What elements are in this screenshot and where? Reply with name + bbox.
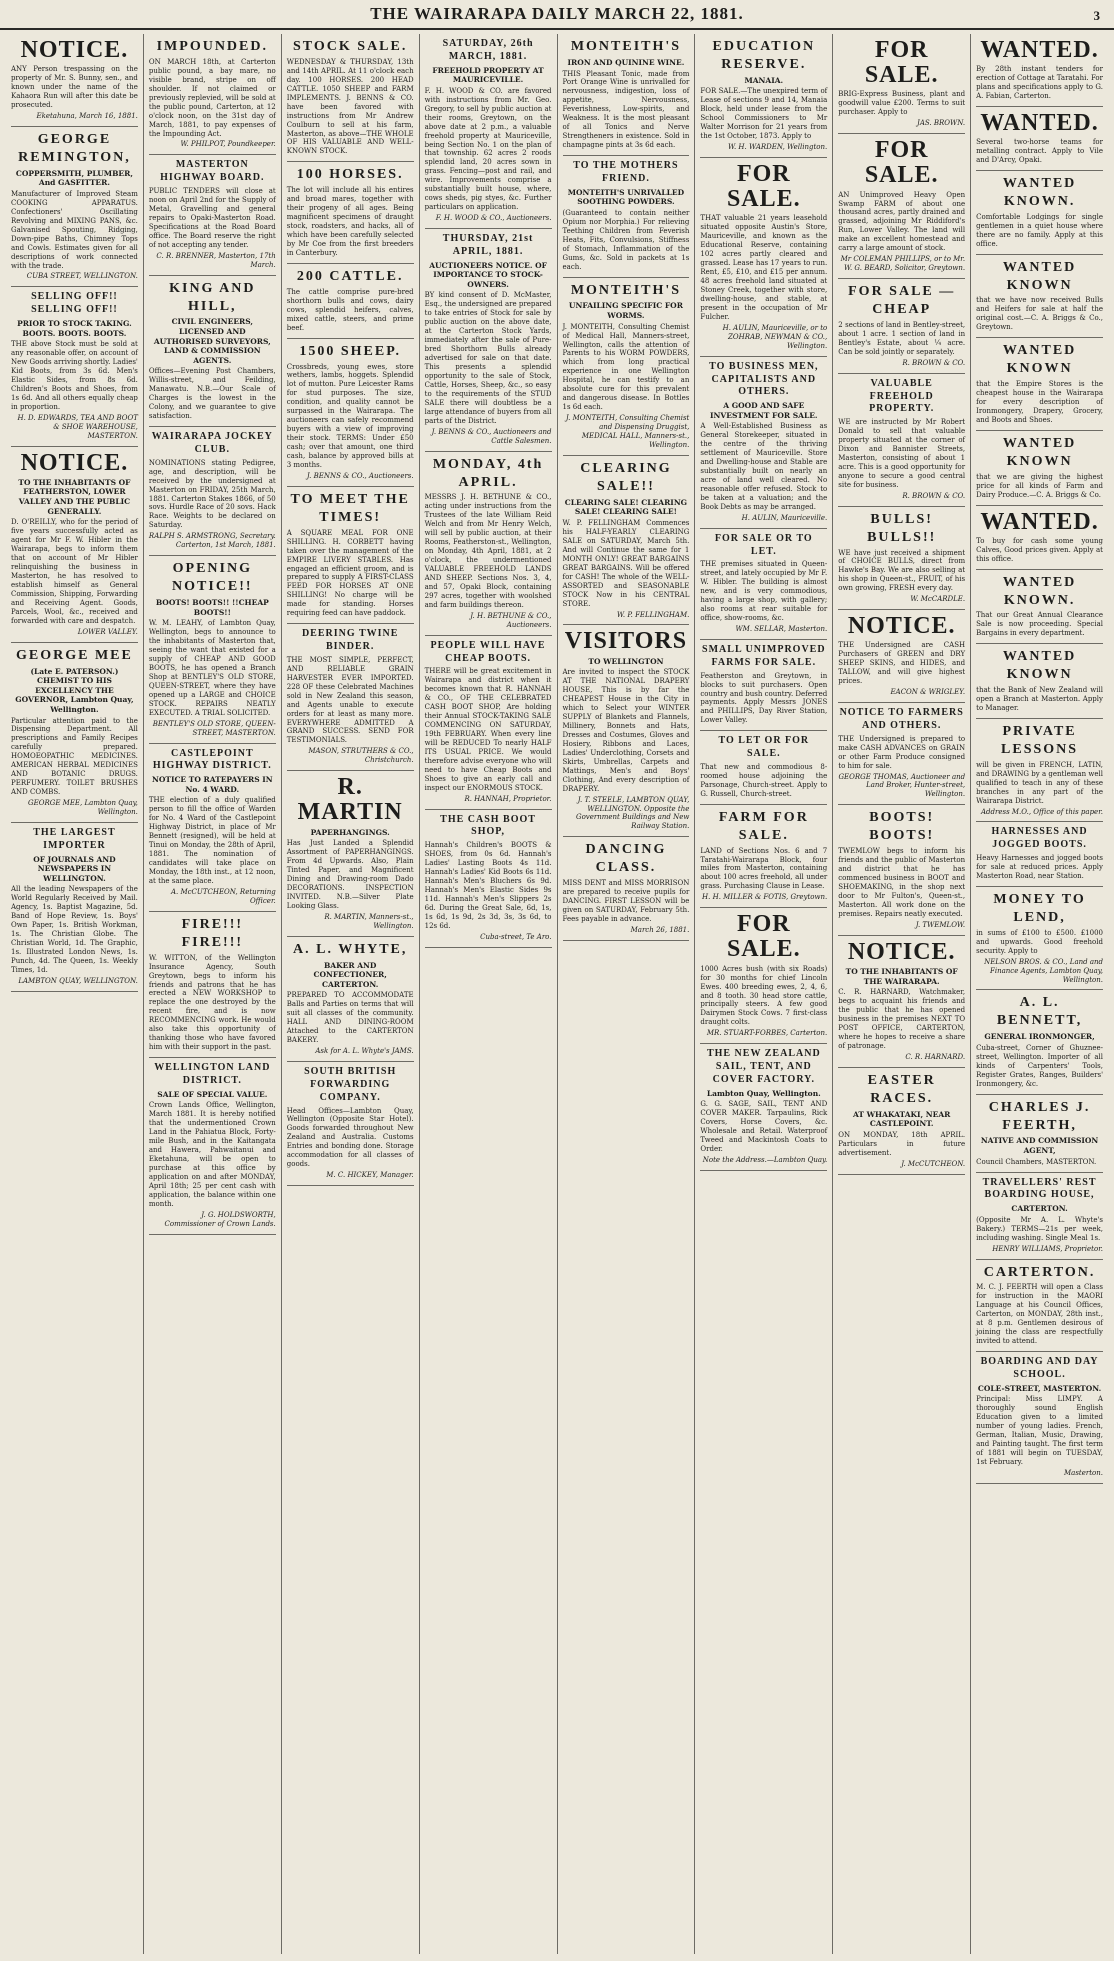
ad-body: THIS Pleasant Tonic, made from Port Orange Wine is unrivalled for nervousness, indigestion, loss of appetite, Nervousness, Feverishness, Low-spirits, and Weakness. It is the most pleasant of all Tonics and Nerve Strengtheners in existence. Sold in champagne pints at 3s 6d each. (562, 69, 690, 150)
ad-heading: FOR SALE OR TO LET. (714, 532, 813, 557)
ad-subheading: OF JOURNALS AND NEWSPAPERS IN WELLINGTON. (33, 854, 116, 883)
advertisement (149, 155, 276, 275)
ad-signature: March 26, 1881. (630, 925, 690, 934)
ad-signature: J. BENNS & CO., Auctioneers. (306, 471, 414, 480)
ad-heading: TRAVELLERS' REST BOARDING HOUSE, (982, 1176, 1097, 1201)
ad-body: 2 sections of land in Bentley-street, about 1 acre. 1 section of land in Bentley's Estate, about ¼ acre. Can be sold jointly or separately. (838, 320, 966, 356)
ad-heading: VALUABLE FREEHOLD PROPERTY. (869, 377, 935, 415)
ad-heading: GEORGE REMINGTON, (18, 131, 131, 165)
ad-heading: PRIVATE LESSONS (1001, 723, 1079, 757)
ad-body: That new and commodious 8-roomed house adjoining the Parsonage, Church-street. Apply to G. Russell, Church-street. (700, 762, 828, 798)
ad-heading: VISITORS (564, 628, 688, 655)
ad-subheading: CLEARING SALE! CLEARING SALE! CLEARING SALE! (564, 497, 688, 517)
ad-body: in sums of £100 to £500. £1000 and upwards. Good freehold security. Apply to (976, 928, 1103, 955)
advertisement (425, 229, 552, 452)
advertisement (287, 487, 414, 624)
ad-signature: MR. STUART-FORBES, Carterton. (706, 1029, 828, 1038)
ad-heading: BULLS! BULLS!! (867, 511, 937, 545)
advertisement (287, 162, 414, 264)
ad-signature: HENRY WILLIAMS, Proprietor. (992, 1244, 1103, 1253)
ad-body: Comfortable Lodgings for single gentlemen in a quiet house where there are no family. Apply at this office. (976, 212, 1103, 248)
advertisement (838, 936, 965, 1068)
ad-body: W. M. LEAHY, of Lambton Quay, Wellington, begs to announce to the inhabitants of Masterton that, seeing the want that existed for a supply of CHEAP AND GOOD BOOTS, he has opened a Branch Shop at BENTLEY'S OLD STORE, QUEEN-STREET, where they have opened up a LARGE and CHOICE STOCK. REPAIRS NEATLY EXECUTED. A TRIAL SOLICITED. (148, 619, 276, 717)
advertisement (700, 529, 827, 640)
advertisement (976, 1352, 1103, 1484)
ad-body: LAND of Sections Nos. 6 and 7 Taratahi-Wairarapa Block, four miles from Masterton, containing about 100 acres freehold, all under grass. Purchasing Clause in Lease. (700, 846, 828, 891)
ad-signature: R. BROWN & CO. (902, 491, 966, 500)
ad-heading: WELLINGTON LAND DISTRICT. (154, 1062, 271, 1086)
ad-heading: EASTER RACES. (867, 1072, 936, 1106)
ad-body: WEDNESDAY & THURSDAY, 13th and 14th APRIL. At 11 o'clock each day. 100 HORSES. 200 HEAD CATTLE. 1050 SHEEP and FARM IMPLEMENTS. J. BENNS & CO. have been favored with instructions from Mr Andrew Coulburn to sell at his farm, Masterton, as above—THE WHOLE OF HIS VALUABLE AND WELL-KNOWN STOCK. (286, 57, 414, 156)
ad-body: J. MONTEITH, Consulting Chemist of Medical Hall, Manners-street, Wellington, calls the attention of Parents to his WORM POWDERS, which from long practical experience in one Wellington Hospital, he can testify to an absolute cure for this prevalent and dangerous disease. In Bottles 1s 6d each. (562, 322, 690, 412)
ad-body: AN Unimproved Heavy Open Swamp FARM of about one thousand acres, partly drained and grassed, adjoining Mr Riddiford's Run, Lower Valley. The land will make an excellent homestead and carry a large amount of stock. (838, 190, 966, 253)
advertisement (976, 570, 1103, 645)
ad-heading: FOR SALE. (726, 911, 801, 963)
ad-heading: KING AND HILL, (169, 280, 256, 314)
ad-body: WE are instructed by Mr Robert Donald to sell that valuable property situated at the corner of Dixon and Bannister Streets, Masterton, consisting of about 1 acre. This is a good opportunity for anyone to secure a good central site for business. (838, 418, 966, 489)
ad-signature: J. H. BETHUNE & CO., Auctioneers. (470, 611, 552, 629)
ad-body: ANY Person trespassing on the property of Mr. S. Bunny, sen., and known under the name of the Kahaora Run will after this date be prosecuted. (11, 65, 138, 109)
ad-body: C. R. HARNARD, Watchmaker, begs to acquaint his friends and the public that he has opened business in the premises NEXT TO POST OFFICE, CARTERTON, where he hopes to receive a share of patronage. (838, 988, 966, 1050)
ad-subheading: FREEHOLD PROPERTY AT MAURICEVILLE. (432, 65, 544, 85)
column-5 (557, 34, 695, 1954)
advertisement (287, 624, 414, 771)
ad-signature: W. H. WARDEN, Wellington. (728, 143, 828, 152)
advertisement (149, 744, 276, 912)
advertisement (976, 719, 1103, 823)
ad-heading: THE LARGEST IMPORTER (33, 827, 116, 851)
ad-signature: NELSON BROS. & CO., Land and Finance Agents, Lambton Quay, Wellington. (984, 957, 1103, 984)
ad-body: M. C. J. FEERTH will open a Class for instruction in the MAORI Language at his Council Offices, Carterton, on MONDAY, 28th inst., at 8 p.m. Gentlemen desirous of joining the class are respectfully invited to attend. (976, 1283, 1103, 1346)
ad-heading: CARTERTON. (983, 1264, 1096, 1280)
ad-subheading: AUCTIONEERS NOTICE. OF IMPORTANCE TO STOCK-OWNERS. (429, 260, 547, 289)
ad-subheading: GENERAL IRONMONGER, (984, 1032, 1095, 1042)
ad-body: G. G. SAGE, SAIL, TENT AND COVER MAKER. Tarpaulins, Rick Covers, Horse Covers, &c. Wholesale and Retail. Waterproof Tweed and Mackintosh Coats to Order. (700, 1100, 828, 1154)
ad-heading: EDUCATION RESERVE. (712, 39, 816, 72)
ad-heading: A. L. BENNETT, (996, 995, 1083, 1029)
ad-body: that we have now received Bulls and Heifers for sale at half the original cost.—C. A. Briggs & Co., Greytown. (976, 296, 1103, 332)
ad-body: THE premises situated in Queen-street, and lately occupied by Mr F. W. Hibler. The building is almost new, and is very commodious, having a large shop, with gallery; also rooms at rear suitable for office, show-rooms, &c. (700, 560, 828, 623)
ad-body: TWEMLOW begs to inform his friends and the public of Masterton and district that he has commenced business in BOOT and SHOEMAKING, in the shop next door to Mr Fulton's, Queen-st., Masterton. All work done on the premises. Repairs neatly executed. (838, 847, 966, 918)
advertisement (700, 731, 827, 804)
advertisement (425, 34, 552, 229)
advertisement (700, 158, 827, 357)
ad-heading: DANCING CLASS. (585, 842, 667, 876)
ad-signature: R. MARTIN, Manners-st., Wellington. (324, 912, 414, 930)
ad-heading: TO BUSINESS MEN, CAPITALISTS AND OTHERS. (709, 360, 819, 398)
ad-signature: A. McCUTCHEON, Returning Officer. (170, 887, 276, 905)
ad-body: Heavy Harnesses and jogged boots for sale at reduced prices. Apply Masterton Road, near Station. (976, 854, 1103, 880)
ad-body: Council Chambers, MASTERTON. (976, 1157, 1097, 1166)
ad-signature: J. T. STEELE, LAMBTON QUAY, WELLINGTON. Opposite the Government Buildings and New Railway Station. (575, 795, 690, 831)
advertisement (149, 912, 276, 1058)
ad-heading: GEORGE MEE (16, 647, 133, 663)
advertisement (425, 452, 552, 636)
ad-heading: NOTICE. (847, 938, 956, 965)
ad-heading: WANTED KNOWN (1002, 343, 1077, 377)
ad-heading: SOUTH BRITISH FORWARDING COMPANY. (304, 1066, 397, 1103)
advertisement (149, 556, 276, 743)
ad-heading: FOR SALE. (726, 161, 801, 213)
ad-heading: BOARDING AND DAY SCHOOL. (980, 1356, 1099, 1380)
advertisement (976, 171, 1103, 255)
ad-heading: WANTED KNOWN (1002, 435, 1077, 469)
column-4 (419, 34, 557, 1954)
advertisement (563, 278, 690, 456)
advertisement (11, 287, 138, 446)
ad-subheading: CIVIL ENGINEERS, LICENSED AND AUTHORISED SURVEYORS, LAND & COMMISSION AGENTS. (153, 317, 271, 365)
column-7 (832, 34, 970, 1954)
ad-heading: WANTED. (980, 37, 1099, 63)
advertisement (11, 447, 138, 643)
advertisement (838, 507, 965, 611)
ad-heading: FOR SALE. (864, 37, 939, 89)
ad-signature: H. H. MILLER & FOTIS, Greytown. (702, 893, 828, 902)
ad-signature: R. BROWN & CO. (902, 358, 966, 367)
ad-heading: 200 CATTLE. (296, 268, 404, 284)
newspaper-title: THE WAIRARAPA DAILY MARCH 22, 1881. (370, 4, 744, 24)
ad-signature: BENTLEY'S OLD STORE, QUEEN-STREET, MASTERTON. (152, 719, 276, 737)
ad-body: MISS DENT and MISS MORRISON are prepared to receive pupils for DANCING. FIRST LESSON will be given on SATURDAY, February 5th. Fees payable in advance. (562, 879, 690, 924)
ad-body: To buy for cash some young Calves, Good prices given. Apply at this office. (976, 536, 1103, 563)
ad-subheading: NOTICE TO RATEPAYERS IN No. 4 WARD. (151, 775, 273, 794)
advertisement (425, 636, 552, 810)
advertisement (700, 357, 827, 529)
ad-heading: OPENING NOTICE!! (172, 561, 253, 595)
ad-heading: CASTLEPOINT HIGHWAY DISTRICT. (152, 747, 272, 772)
ad-body: NOMINATIONS stating Pedigree, age, and description, will be received by the undersigned at Masterton on FRIDAY, 25th March, 1881. Carterton Stakes 1866, of 50 sovs. Hurdle Race of 20 sovs. Hack Race. Weights to be declared on Saturday. (148, 458, 276, 530)
ad-body: THE Undersigned are CASH Purchasers of GREEN and DRY SHEEP SKINS, and HIDES, and TALLOW, and will give highest prices. (838, 641, 966, 686)
ad-body: A Well-Established Business as General Storekeeper, situated in the centre of the thriving settlement of Mauriceville. Store and Dwelling-house and Stable are substantially built on nearly an acre of land well cleared. No reasonable offer refused. Stock to be taken at a valuation; and the Book Debts as may be arranged. (700, 422, 828, 511)
ad-subheading: TO THE INHABITANTS OF THE WAIRARAPA. (845, 966, 958, 986)
ad-heading: IMPOUNDED. (156, 39, 268, 54)
ad-heading: FOR SALE — CHEAP (848, 284, 956, 318)
column-8 (970, 34, 1108, 1954)
advertisement (700, 34, 827, 158)
ad-heading: NOTICE. (847, 613, 956, 640)
ad-body: The cattle comprise pure-bred shorthorn bulls and cows, dairy cows, splendid heifers, calves, mixed cattle, steers, and prime beef. (286, 287, 414, 332)
advertisement (563, 156, 690, 277)
ad-signature: W. PHILPOT, Poundkeeper. (180, 140, 276, 149)
advertisement (287, 339, 414, 487)
ad-signature: Masterton. (1064, 1468, 1103, 1477)
ad-body: W. WITTON, of the Wellington Insurance Agency, South Greytown, begs to inform his friends and patrons that he has erected a NEW WORKSHOP to replace the one destroyed by the recent fire, and is now RECOMMENCING work. He would also take this opportunity of thanking those who have favored him with their support in the past. (148, 953, 276, 1052)
ad-signature: H. D. EDWARDS, TEA AND BOOT & SHOE WAREHOUSE, MASTERTON. (17, 413, 138, 440)
ad-subheading: CARTERTON. (1011, 1204, 1068, 1214)
ad-body: THE Undersigned is prepared to make CASH ADVANCES on GRAIN or other Farm Produce consigned to him for sale. (838, 734, 966, 770)
ad-body: Are invited to inspect the STOCK AT THE NATIONAL DRAPERY HOUSE, This is by far the CHEAPEST House in the City in which to Select your WINTER SUPPLY of Blankets and Flannels, Millinery, Bonnets and Hats, Dresses and Costumes, Gloves and Hosiery, Ribbons and Laces, Ladies' Underclothing, Corsets and Skirts, Umbrellas, Carpets and Mattings, Men's and Boys' Clothing, And every description of DRAPERY. (562, 668, 690, 793)
ad-signature: RALPH S. ARMSTRONG, Secretary. Carterton, 1st March, 1881. (148, 532, 276, 550)
ad-body: BRIG-Express Business, plant and goodwill value £200. Terms to suit purchaser. Apply to (838, 90, 966, 117)
ad-subheading: IRON AND QUININE WINE. (567, 57, 685, 67)
ad-heading: CHARLES J. FEERTH, (988, 1099, 1091, 1133)
ad-subheading: PAPERHANGINGS. (310, 827, 390, 837)
advertisement (976, 990, 1103, 1094)
ad-heading: MONEY TO LEND, (993, 891, 1086, 925)
column-3 (281, 34, 419, 1954)
ad-heading: NOTICE. (20, 37, 129, 63)
advertisement (838, 279, 965, 374)
advertisement (976, 644, 1103, 719)
ad-heading: THE NEW ZEALAND SAIL, TENT, AND COVER FACTORY. (706, 1048, 821, 1085)
advertisement (149, 1058, 276, 1235)
ad-heading: WANTED KNOWN. (1002, 176, 1077, 209)
ad-body: That our Great Annual Clearance Sale is now proceeding. Special Bargains in every department. (976, 611, 1103, 638)
ad-signature: C. R. HARNARD. (905, 1052, 966, 1061)
ad-body: will be given in FRENCH, LATIN, and DRAWING by a gentleman well qualified to teach in any of these branches in any part of the Wairarapa District. (976, 760, 1103, 805)
advertisement (700, 805, 827, 909)
ad-signature: J. TWEMLOW. (915, 920, 966, 929)
ad-heading: FIRE!!! FIRE!!! (181, 916, 244, 950)
advertisement (287, 937, 414, 1062)
masthead (0, 0, 1114, 30)
ad-subheading: BOOTS! BOOTS!! !!CHEAP BOOTS!! (155, 598, 269, 617)
ad-body: THE election of a duly qualified person to fill the office of Warden for No. 4 Ward of the Castlepoint Highway District, in place of Mr Bennett (resigned), will be held at Tinui on Monday, the 28th of April, 1881. The nomination of candidates will take place on Monday, the 18th inst., at 12 noon, at the same place. (148, 796, 276, 885)
ad-signature: J. McCUTCHEON. (901, 1159, 966, 1168)
ad-body: F. H. WOOD & CO. are favored with instructions from Mr. Geo. Gregory, to sell by public auction at their rooms, Greytown, on the above date at 2 p.m., a valuable freehold property at Mauriceville, being Section No. 1 on the plan of that township. 62 acres 2 roods splendid land, 20 acres sown in grass. Fencing—post and rail, and wire. Improvements comprise a substantially built house, where, cows sheds, pig styes, &c. Further particulars on application. (424, 86, 552, 212)
advertisement (976, 338, 1103, 431)
ad-subheading: TO THE INHABITANTS OF FEATHERSTON, LOWER VALLEY AND THE PUBLIC GENERALLY. (18, 477, 131, 516)
ad-body: Principal: Miss LIMPY. A thoroughly sound English Education given to a limited number of young ladies. French, German, Italian, Music, Drawing, and Painting taught. The first term of 1881 will begin on TUESDAY, 1st February. (976, 1395, 1103, 1467)
advertisement (563, 837, 690, 941)
ad-body: Crossbreds, young ewes, store wethers, lambs, hoggets. Splendid lot of mutton. Pure Leicester Rams for stud purposes. The size, condition, and quality cannot be surpassed in the Wairarapa. The auctioneers can safely recommend buyers with a view of improving their stock. TERMS: Under £50 cash; over that amount, one third cash, balance by approved bills at 3 months. (286, 362, 414, 469)
advertisement (287, 264, 414, 339)
ad-heading: NOTICE. (20, 449, 129, 476)
column-6 (694, 34, 832, 1954)
advertisement (838, 374, 965, 507)
ad-heading: FOR SALE. (864, 137, 939, 189)
ad-heading: SMALL UNIMPROVED FARMS FOR SALE. (702, 644, 826, 668)
ad-body: The lot will include all his entires and broad mares, together with their progeny of all ages. Being magnificent specimens of draught stock, roadsters, and hacks, all of which have been carefully selected by Mr Coe from the first breeders in Canterbury. (286, 186, 414, 257)
ad-signature: Eketahuna, March 16, 1881. (36, 111, 138, 120)
advertisement (976, 255, 1103, 339)
ad-signature: WM. SELLAR, Masterton. (735, 625, 828, 634)
advertisement (700, 640, 827, 731)
ad-body: Cuba-street, Corner of Ghuznee-street, Wellington. Importer of all kinds of Carpenters' Tools, Register Grates, Ranges, Builders' Ironmongery, &c. (976, 1043, 1103, 1088)
advertisement (976, 506, 1103, 570)
ad-heading: NOTICE TO FARMERS AND OTHERS. (839, 707, 964, 731)
ad-subheading: PRIOR TO STOCK TAKING. BOOTS. BOOTS. BOOTS. (17, 319, 132, 338)
advertisement (976, 431, 1103, 506)
advertisement (11, 127, 138, 288)
ad-body: Manufacturer of Improved Steam COOKING APPARATUS. Confectioners' Oscillating Revolving and MIXING PANS, &c. Galvanised Spouting, Ridging, Down-pipe Baths, Chimney Tops and Cowls. Estimates given for all descriptions of work connected with the trade. (11, 189, 138, 270)
ad-heading: TO MEET THE TIMES! (290, 491, 410, 525)
ad-signature: J. G. HOLDSWORTH, Commissioner of Crown Lands. (164, 1210, 276, 1228)
ad-signature: GEORGE MEE, Lambton Quay, Wellington. (28, 799, 138, 817)
ad-signature: LAMBTON QUAY, WELLINGTON. (18, 976, 138, 985)
advertisement (11, 643, 138, 823)
ad-body: ON MARCH 18th, at Carterton public pound, a bay mare, no visible brand, stripe on off shoulder. If not claimed or previously replevied, will be sold at the public pound, Carterton, at 12 o'clock noon, on the 31st day of March, 1881, to pay expenses of the Impounding Act. (148, 57, 276, 138)
ad-signature: J. BENNS & CO., Auctioneers and Cattle Salesmen. (431, 427, 552, 445)
columns-container (6, 34, 1108, 1954)
ad-body: THE above Stock must be sold at any reasonable offer, on account of New Goods arriving shortly. Ladies' Kid Boots, from 3s 6d. Men's Elastic Sides, from 8s 6d. Children's Boots and Shoes, from 1s 6d. And all others equally cheap in proportion. (11, 340, 138, 411)
ad-heading: WANTED KNOWN (1002, 649, 1077, 683)
ad-heading: MASTERTON HIGHWAY BOARD. (160, 159, 265, 184)
advertisement (287, 771, 414, 937)
advertisement (149, 276, 276, 428)
ad-body: Hannah's Children's BOOTS & SHOES, from 0s 6d. Hannah's Ladies' Lasting Boots 4s 11d. Hannah's Ladies' Kid Boots 6s 11d. Hannah's Men's Bluchers 6s 9d. Hannah's Men's Elastic Sides 9s 11d. Hannah's Men's Slippers 2s 6d. During the Great Sale, 6d, 1s, 1s 6d, 1s 9d, 2s 3d, 3s, 3s 6d, to 12s 6d. (424, 841, 552, 930)
ad-heading: MONDAY, 4th APRIL. (432, 456, 544, 490)
advertisement (976, 34, 1103, 107)
ad-heading: WANTED KNOWN (1002, 259, 1077, 293)
ad-subheading: UNFAILING SPECIFIC FOR WORMS. (568, 301, 683, 321)
advertisement (287, 34, 414, 162)
advertisement (149, 427, 276, 556)
ad-heading: MONTEITH'S (570, 282, 682, 298)
ad-subheading: AT WHAKATAKI, NEAR CASTLEPOINT. (852, 1109, 951, 1129)
ad-body: Crown Lands Office, Wellington, March 1881. It is hereby notified that the undermentioned Crown Land in the Pahiatua Block, Forty-mile Bush, and in the Kaitangata and Hawera, Pahwaitanui and Eketahuna, will be open to purchase at this office by application on and after MONDAY, April 18th; 25 per cent cash with application, the balance within one month. (148, 1101, 276, 1208)
ad-body: THERE will be great excitement in Wairarapa and district when it becomes known that R. HANNAH & CO., OF THE CELEBRATED CASH BOOT SHOP, Are holding their Annual STOCK-TAKING SALE COMMENCING ON SATURDAY, 19th FEBRUARY. When every line will be REDUCED To nearly HALF ITS USUAL PRICE. We would therefore advise everyone who will need to have Cheap Boots and Shoes to give an early call and inspect our ENORMOUS STOCK. (424, 667, 552, 792)
advertisement (976, 887, 1103, 991)
ad-subheading: SALE OF SPECIAL VALUE. (157, 1089, 268, 1099)
advertisement (425, 810, 552, 948)
ad-heading: FARM FOR SALE. (718, 809, 809, 843)
ad-heading: PEOPLE WILL HAVE CHEAP BOOTS. (430, 639, 546, 664)
ad-signature: F. H. WOOD & CO., Auctioneers. (435, 214, 552, 223)
ad-signature: J. MONTEITH, Consulting Chemist and Dispensing Druggist, MEDICAL HALL, Manners-st., Wellington. (565, 414, 690, 450)
ad-subheading: COLE-STREET, MASTERTON. (977, 1383, 1102, 1393)
advertisement (976, 822, 1103, 886)
ad-subheading: A GOOD AND SAFE INVESTMENT FOR SALE. (710, 401, 818, 420)
ad-signature: MASON, STRUTHERS & CO., Christchurch. (308, 747, 414, 765)
ad-signature: LOWER VALLEY. (77, 627, 138, 636)
advertisement (838, 1068, 965, 1175)
ad-signature: Cuba-street, Te Aro. (480, 932, 552, 941)
ad-signature: R. HANNAH, Proprietor. (464, 794, 552, 803)
advertisement (700, 908, 827, 1044)
advertisement (838, 610, 965, 703)
ad-subheading: TO WELLINGTON (588, 656, 664, 666)
ad-signature: W. P. FELLINGHAM. (616, 610, 690, 619)
advertisement (700, 1044, 827, 1171)
ad-heading: A. L. WHYTE, (293, 941, 408, 957)
ad-heading: WANTED. (980, 508, 1099, 535)
advertisement (11, 34, 138, 127)
advertisement (838, 805, 965, 935)
ad-subheading: MONTEITH'S UNRIVALLED SOOTHING POWDERS. (567, 187, 685, 207)
ad-heading: R. MARTIN (297, 774, 403, 826)
advertisement (563, 34, 690, 156)
ad-subheading: Lambton Quay, Wellington. (706, 1088, 821, 1098)
ad-body: FOR SALE.—The unexpired term of Lease of sections 9 and 14, Manaia Block, held under lease from the School Commissioners to Mr Walter Morrison for 21 years from the 1st October, 1873. Apply to (700, 87, 828, 141)
ad-body: Has Just Landed a Splendid Assortment of PAPERHANGINGS. From 4d Upwards. Also, Plain Tinted Paper, and Magnificent Dining and Drawing-room Dado DECORATIONS. INSPECTION INVITED. N.B.—Silver Plate Looking Glass. (286, 839, 414, 910)
advertisement (976, 1260, 1103, 1353)
ad-body: ON MONDAY, 18th APRIL. Particulars in future advertisement. (838, 1130, 966, 1157)
ad-heading: WANTED. (980, 110, 1099, 136)
ad-signature: H. AULIN, Mauriceville, or to ZOHRAB, NEWMAN & CO., Wellington. (722, 323, 828, 350)
ad-body: (Opposite Mr A. L. Whyte's Bakery.) TERMS—21s per week, including washing. Single Meal 1s. (976, 1215, 1103, 1242)
ad-body: Featherston and Greytown, in blocks to suit purchasers. Open country and bush country. Deferred payments. Apply Messrs JONES and PHILLIPS, Day River Station, Lower Valley. (700, 671, 828, 725)
ad-signature: Address M.O., Office of this paper. (980, 807, 1103, 816)
ad-body: 1000 Acres bush (with six Roads) for 30 months for chief Lincoln Ewes. 400 breeding ewes, 2, 4, 6, and 8 tooth. 30 head store cattle, principally steers. A few good Dairymen Stock Cows. 7 first-class draught colts. (700, 964, 828, 1027)
ad-subheading: COPPERSMITH, PLUMBER, And GASFITTER. (15, 168, 133, 188)
ad-heading: STOCK SALE. (293, 39, 408, 54)
ad-heading: MONTEITH'S (570, 39, 682, 54)
ad-heading: TO LET OR FOR SALE. (718, 735, 810, 760)
ad-heading: CLEARING SALE!! (580, 460, 672, 494)
ad-body: BY kind consent of D. McMaster, Esq., the undersigned are prepared to take entries of Stock for sale by public auction on the above date, at the Carterton Stock Yards, immediately after the sale of Pure-bred Shorthorn Bulls already advertised for sale on that date. This presents a splendid opportunity to the sale of Stock, Cattle, Horses, Sheep, &c., so easy to the requirements of the STUD SALE there will doubtless be a large attendance of buyers from all parts of the District. (424, 291, 552, 425)
ad-body: Several two-horse teams for metalling contract. Apply to Vile and D'Arcy, Opaki. (976, 138, 1103, 165)
ad-signature: GEORGE THOMAS, Auctioneer and Land Broker, Hunter-street, Wellington. (838, 772, 966, 799)
ad-heading: BOOTS! BOOTS! (869, 810, 935, 844)
ad-body: All the leading Newspapers of the World Regularly Received by Mail. Agency, 1s. Baptist Magazine, 5d. Band of Hope Review, 1s. Boys' Own Paper, 1s. British Workman, 1s. The Christian Globe. The Christian World, 1d. The Graphic, 1s. Illustrated London News, 1s. Punch, 4d. The Queen, 1s. Weekly Times, 1d. (11, 885, 138, 974)
ad-signature: JAS. BROWN. (917, 119, 966, 128)
column-2 (143, 34, 281, 1954)
ad-body: A SQUARE MEAL FOR ONE SHILLING. H. CORBETT having taken over the management of the EMPIRE LIVERY STABLES. Has engaged an efficient groom, and is prepared to supply A FIRST-CLASS FEED FOR HORSES AT ONE SHILLING! No charge will be made for standing. Horses requiring feed can have paddock. (286, 528, 414, 618)
ad-heading: THURSDAY, 21st APRIL, 1881. (442, 233, 534, 257)
ad-body: MESSRS J. H. BETHUNE & CO., acting under instructions from the Trustees of the late William Reid Welch and from Mr Henry Welch, will sell by public auction, at their Rooms, Featherston-st., Wellington, on Monday, 4th April, 1881, at 2 o'clock, the undermentioned VALUABLE FREEHOLD LANDS AND SHEEP. Sections Nos. 3, 4, and 57, Opaki Block, containing 297 acres, together with woolshed and farm buildings thereon. (424, 493, 552, 609)
ad-body: that the Empire Stores is the cheapest house in the Wairarapa for every description of Ironmongery, Drapery, Grocery, and Boots and Shoes. (976, 380, 1103, 424)
advertisement (287, 1062, 414, 1186)
ad-heading: WAIRARAPA JOCKEY CLUB. (151, 431, 273, 455)
ad-body: Head Offices—Lambton Quay, Wellington (Opposite Star Hotel). Goods forwarded throughout New Zealand and Australia. Customs Entries and bonding done. Storage accommodation for all classes of goods. (286, 1106, 414, 1169)
advertisement (11, 823, 138, 992)
ad-subheading: BAKER AND CONFECTIONER, CARTERTON. (313, 960, 387, 989)
advertisement (563, 625, 690, 837)
advertisement (838, 34, 965, 134)
ad-body: D. O'REILLY, who for the period of five years successfully acted as agent for Mr F. W. Hibler in the Wairarapa, begs to inform them that on account of Mr Hibler relinquishing the business in Masterton, he has resolved to establish himself as General Commission, Shipping, Forwarding and Receiving Agent. Goods, Parcels, Wool, &c., received and forwarded with care and despatch. (11, 518, 138, 625)
advertisement (976, 1095, 1103, 1173)
ad-body: that we are giving the highest price for all kinds of Farm and Dairy Produce.—C. A. Briggs & Co. (976, 472, 1103, 499)
ad-signature: CUBA STREET, WELLINGTON. (26, 272, 138, 281)
ad-signature: C. R. BRENNER, Masterton, 17th March. (156, 251, 276, 269)
ad-subheading: NATIVE AND COMMISSION AGENT, (980, 1136, 1099, 1156)
ad-signature: EACON & WRIGLEY. (890, 688, 966, 697)
ad-heading: 100 HORSES. (296, 167, 404, 183)
page-number: 3 (1093, 8, 1100, 23)
ad-body: Particular attention paid to the Dispensing Department. All prescriptions and Family Recipes carefully prepared. HOMOEOPATHIC MEDICINES. AMERICAN HERBAL MEDICINES AND BOTANIC DRUGS. PERFUMERY. TOILET BRUSHES AND COMBS. (11, 716, 138, 797)
ad-signature: M. C. HICKEY, Manager. (326, 1171, 414, 1180)
ad-body: By 28th instant tenders for erection of Cottage at Taratahi. For plans and specifications apply to G. A. Fabian, Carterton. (976, 65, 1103, 101)
ad-heading: DEERING TWINE BINDER. (301, 628, 399, 653)
column-1 (6, 34, 143, 1954)
ad-body: W. P. FELLINGHAM Commences his HALF-YEARLY CLEARING SALE on SATURDAY, March 5th. And will Continue the same for 1 MONTH ONLY! GREAT BARGAINS GREAT BARGAINS. Will be offered for CASH! The whole of the WELL-ASSORTED and SEASONABLE STOCK Now in his CENTRAL STORE. (562, 518, 690, 608)
ad-heading: SATURDAY, 26th MARCH, 1881. (442, 38, 534, 62)
ad-heading: TO THE MOTHERS FRIEND. (573, 160, 679, 184)
ad-signature: H. AULIN, Mauriceville. (741, 513, 828, 522)
advertisement (976, 107, 1103, 171)
ad-heading: WANTED KNOWN. (1002, 574, 1077, 608)
advertisement (563, 456, 690, 625)
ad-body: THAT valuable 21 years leasehold situated opposite Austin's Store, Mauriceville, and known as the Educational Reserve, containing 102 acres partly cleared and grassed. Lease has 17 years to run. Rent, £5, £10, and £15 per annum. 48 acres freehold land situated at Stoney Creek, together with store, dwelling-house, and stable, at present in the occupation of Mr Fulcher. (700, 214, 828, 321)
advertisement (838, 134, 965, 279)
ad-signature: W. McCARDLE. (910, 595, 966, 604)
ad-signature: Note the Address.—Lambton Quay. (702, 1155, 828, 1164)
ad-heading: SELLING OFF!! SELLING OFF!! (31, 291, 118, 316)
advertisement (149, 34, 276, 155)
ad-heading: 1500 SHEEP. (299, 343, 401, 359)
ad-body: THE MOST SIMPLE, PERFECT, AND RELIABLE GRAIN HARVESTER EVER IMPORTED. 228 OF these Celebrated Machines sold in New Zealand this season, and Agents unable to execute orders for at least as many more. EVERYWHERE ADMITTED A GRAND SUCCESS. SEND FOR TESTIMONIALS. (286, 655, 414, 745)
advertisement (976, 1173, 1103, 1260)
ad-heading: THE CASH BOOT SHOP, (440, 813, 536, 838)
ad-body: PUBLIC TENDERS will close at noon on April 2nd for the Supply of Metal, Gravelling and general repairs to Opaki-Masterton Road. Specifications at the Road Board office. The Board reserve the right of not accepting any tender. (148, 187, 276, 249)
ad-heading: HARNESSES AND JOGGED BOOTS. (991, 826, 1088, 851)
ad-subheading: (Late E. PATERSON.) CHEMIST TO HIS EXCELLENCY THE GOVERNOR, Lambton Quay, Wellington. (15, 666, 134, 714)
ad-body: that the Bank of New Zealand will open a Branch at Masterton. Apply to Manager. (976, 686, 1103, 712)
ad-body: WE have just received a shipment of CHOICE BULLS, direct from Hawke's Bay. We are also selling at his shop in Queen-st., FRUIT, of his own growing, FRESH every day. (838, 548, 966, 593)
ad-signature: Mr COLEMAN PHILLIPS, or to Mr. W. G. BEARD, Solicitor, Greytown. (840, 255, 966, 273)
ad-signature: Ask for A. L. Whyte's JAMS. (315, 1047, 414, 1056)
advertisement (838, 703, 965, 805)
ad-body: Offices—Evening Post Chambers, Willis-street, and Feilding, Manawatu. N.B.—Our Scale of Charges is the lowest in the Colony, and we guarantee to give satisfaction. (148, 367, 276, 421)
ad-body: PREPARED TO ACCOMMODATE Balls and Parties on terms that will suit all classes of the community. HALL AND DINING-ROOM Attached to the CARTERTON BAKERY. (286, 991, 414, 1045)
ad-body: (Guaranteed to contain neither Opium nor Morphia.) For relieving Teething Children from Feverish Heats, Fits, Convulsions, Stiffness of Stomach, Inflammation of the Gums, &c. Sold in packets at 1s each. (562, 208, 690, 271)
ad-subheading: MANAIA. (744, 75, 784, 85)
